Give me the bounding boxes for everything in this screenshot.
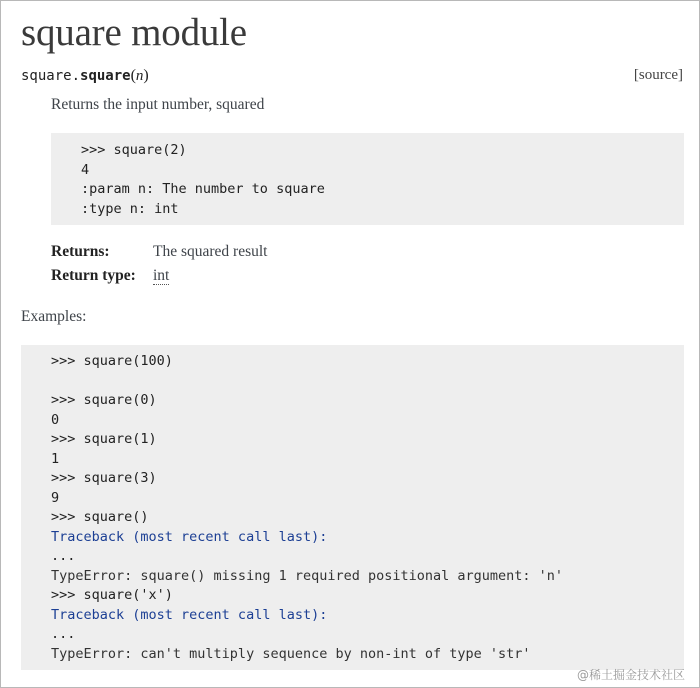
code-line: TypeError: square() missing 1 required positional argument: 'n' [51,567,564,584]
code-line: Traceback (most recent call last): [51,528,328,545]
signature-func-name: square [80,68,131,84]
code-line: >>> square(2) [81,142,187,158]
code-line: >>> square('x') [51,587,173,603]
returns-label: Returns: [51,243,110,260]
code-line: 4 [81,161,90,178]
docstring-code-block [51,133,684,225]
function-description: Returns the input number, squared [51,96,265,113]
examples-code-block [21,345,684,670]
code-line: TypeError: can't multiply sequence by non-int of type 'str' [51,645,531,662]
code-line: Traceback (most recent call last): [51,606,328,623]
function-signature [21,67,149,85]
source-link[interactable]: [source] [633,67,683,83]
code-line: >>> square(3) [51,470,157,486]
returns-field [51,243,268,261]
signature-open-paren: ( [130,67,136,84]
code-line: ... [51,626,76,642]
signature-close-paren: ) [143,67,149,84]
code-line: >>> square(100) [51,353,173,369]
code-line: ... [51,548,76,564]
examples-label: Examples: [21,308,87,325]
code-line [51,372,684,392]
signature-param: n [135,68,144,84]
code-line: :type n: int [81,200,179,217]
code-line: 1 [51,450,60,467]
signature-module: square. [21,68,81,84]
return-type-label: Return type: [51,267,136,284]
return-type-link[interactable]: int [153,267,170,284]
code-line: >>> square(1) [51,431,157,447]
page-title: square module [21,11,247,54]
return-type-field [51,267,169,285]
code-line: :param n: The number to square [81,181,325,198]
code-line: 0 [51,411,60,428]
code-line: >>> square() [51,509,149,525]
code-line: >>> square(0) [51,392,157,408]
returns-value: The squared result [153,243,268,260]
code-line: 9 [51,489,60,506]
watermark: @稀土掘金技术社区 [576,668,685,682]
